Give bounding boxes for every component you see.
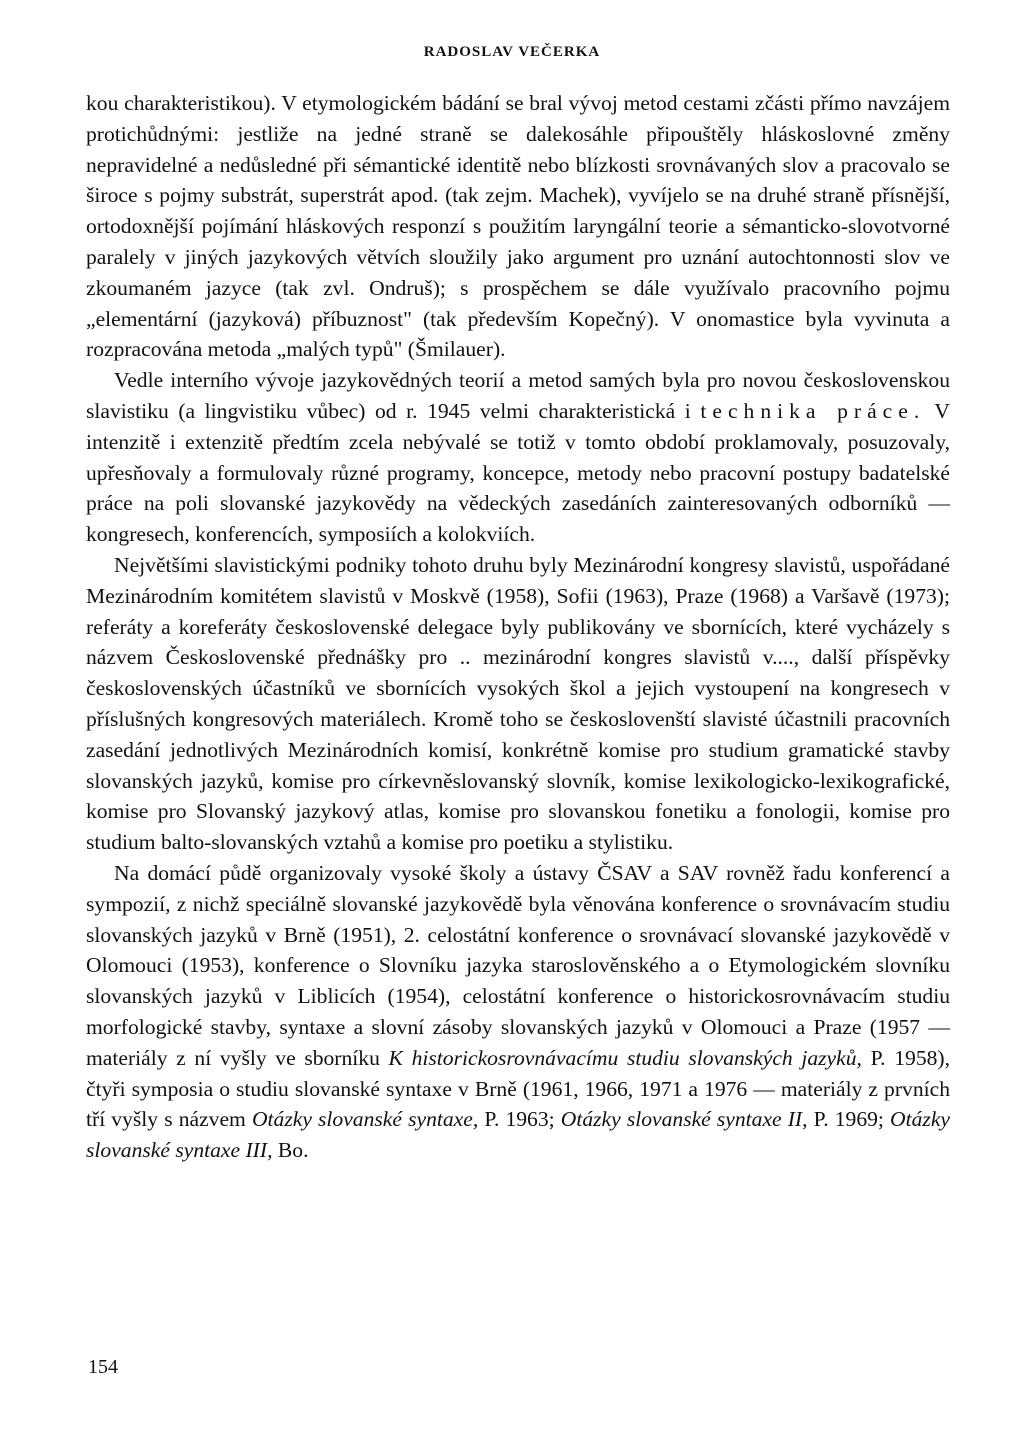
body-text — [86, 88, 950, 1166]
paragraph-3 — [86, 550, 950, 858]
paragraph-4-italic-title-2: Otázky slovanské syntaxe, — [251, 1107, 479, 1132]
paragraph-4-italic-title-4: Otázky slovanské syntaxe III, — [86, 1107, 950, 1163]
paragraph-4-text-d: P. 1969; — [807, 1107, 891, 1132]
paragraph-4-text-b: P. 1958), čtyři symposia o studiu slovanské syntaxe v Brně (1961, 1966, 1971 a 1976 — materiály z prvních tří vyšly s názvem — [86, 1045, 951, 1132]
paragraph-4 — [86, 858, 950, 1166]
paragraph-4-text-c: P. 1963; — [478, 1107, 561, 1132]
paragraph-2-text-a: Vedle interního vývoje jazykovědných teorií a metod samých byla pro novou československou slavistiku (a lingvistiku vůbec) od r. 1945 velmi charakteristická i — [86, 368, 950, 423]
paragraph-4-italic-title-3: Otázky slovanské syntaxe II, — [560, 1107, 808, 1132]
paragraph-3-text: Největšími slavistickými podniky tohoto druhu byly Mezinárodní kongresy slavistů, uspořádané Mezinárodním komitétem slavistů v Moskvě (1958), Sofii (1963), Praze (1968) a Varšavě (1973); referáty a koreferáty československé delegace byly publikovány ve sbornících, které vycházely s názvem Československé přednášky pro .. mezinárodní kongres slavistů v...., další příspěvky československých účastníků ve sbornících vysokých škol a jejich vystoupení na kongresech v příslušných kongresových materiálech. Kromě toho se českoslovenští slavisté účastnili pracovních zasedání jednotlivých Mezinárodních komisí, konkrétně komise pro studium gramatické stavby slovanských jazyků, komise pro církevněslovanský slovník, komise lexikologicko-lexikografické, komise pro Slovanský jazykový atlas, komise pro slovanskou fonetiku a fonologii, komise pro studium balto-slovanských vztahů a komise pro poetiku a stylistiku. — [86, 552, 950, 855]
paragraph-2 — [86, 365, 950, 550]
paragraph-4-italic-title-1: K historickosrovnávacímu studiu slovanských jazyků, — [388, 1045, 862, 1070]
paragraph-4-text-a: Na domácí půdě organizovaly vysoké školy a ústavy ČSAV a SAV rovněž řadu konferencí a sympozií, z nichž speciálně slovanské jazykovědě byla věnována konference o srovnávacím studiu slovanských jazyků v Brně (1951), 2. celostátní konference o srovnávací slovanské jazykovědě v Olomouci (1953), konference o Slovníku jazyka staroslověnského a o Etymologickém slovníku slovanských jazyků v Liblicích (1954), celostátní konference o historickosrovnávacím studiu morfologické stavby, syntaxe a slovní zásoby slovanských jazyků v Olomouci a Praze (1957 — materiály z ní vyšly ve sborníku — [86, 860, 950, 1070]
paragraph-2-spaced-term: technika práce. — [700, 398, 926, 423]
page-number: 154 — [88, 1356, 118, 1378]
running-head: RADOSLAV VEČERKA — [423, 44, 601, 60]
paragraph-4-text-e: Bo. — [272, 1138, 309, 1163]
paragraph-1-text: kou charakteristikou). V etymologickém bádání se bral vývoj metod cestami zčásti přímo navzájem protichůdnými: jestliže na jedné straně se dalekosáhle připouštěly hláskoslovné změny nepravidelné a nedůsledné při sémantické identitě nebo blízkosti srovnávaných slov a pracovalo se široce s pojmy substrát, superstrát apod. (tak zejm. Machek), vyvíjelo se na druhé straně přísnější, ortodoxnější pojímání hláskových responzí s použitím laryngální teorie a sémanticko-slovotvorné paralely v jiných jazykových větvích sloužily jako argument pro uznání autochtonnosti slov ve zkoumaném jazyce (tak zvl. Ondruš); s prospěchem se dále využívalo pracovního pojmu „elementární (jazyková) příbuznost" (tak především Kopečný). V onomastice byla vyvinuta a rozpracována metoda „malých typů" (Šmilauer). — [86, 91, 950, 362]
paragraph-2-text-b: V intenzitě i extenzitě předtím zcela nebývalé se totiž v tomto období proklamovaly, posuzovaly, upřesňovaly a formulovaly různé programy, koncepce, metody nebo pracovní postupy badatelské práce na poli slovanské jazykovědy na vědeckých zasedáních zainteresovaných odborníků — kongresech, konferencích, symposiích a kolokviích. — [86, 398, 951, 547]
paragraph-1 — [86, 88, 950, 365]
